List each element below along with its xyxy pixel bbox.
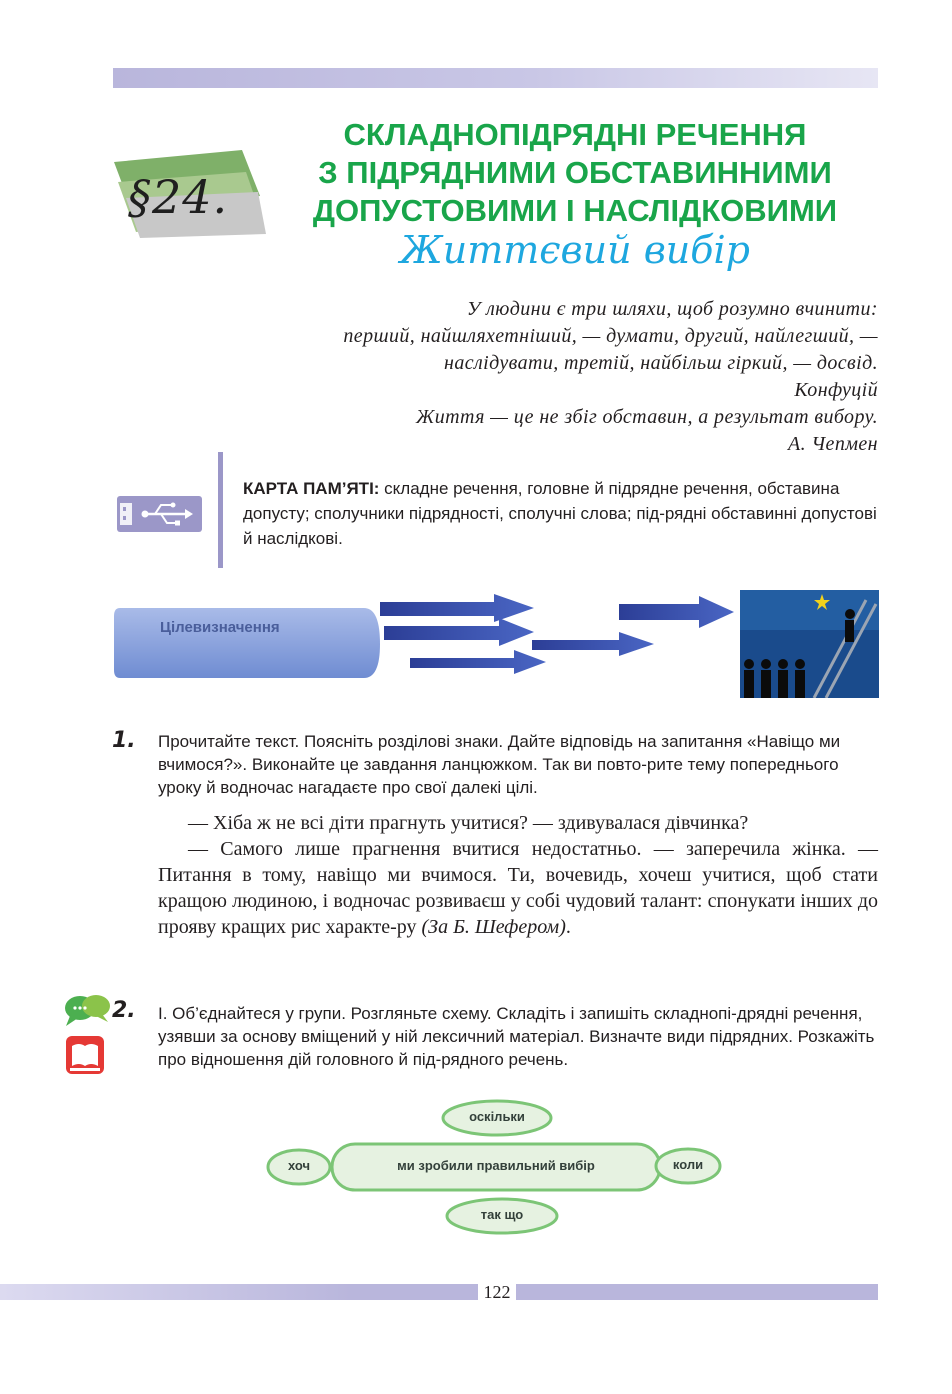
epigraph-line: перший, найшляхетніший, — думати, другий, найлегший, — xyxy=(343,325,878,347)
memory-card-rule xyxy=(218,452,223,568)
memory-card-label: КАРТА ПАМ’ЯТІ: xyxy=(243,479,380,498)
story-paragraph-1: — Хіба ж не всі діти прагнуть учитися? — здивувалася дівчинка? xyxy=(188,812,749,834)
epigraph xyxy=(178,296,878,458)
usb-icon xyxy=(117,496,202,532)
epigraph-line: Життя — це не збіг обставин, а результат вибору. xyxy=(416,406,878,428)
scheme-left-label: хоч xyxy=(287,1158,311,1173)
epigraph-author: Конфуцій xyxy=(794,379,878,401)
task-2-number: 2. xyxy=(112,998,136,1023)
task-2-text: І. Об’єднайтеся у групи. Розгляньте схему. Складіть і запишіть складнопі-дрядні речення, узявши за основу вміщений у ній лексичний матеріал. Визначте види підрядних. Розкажіть про відношення дій головного й під-рядного речень. xyxy=(158,1004,875,1069)
epigraph-line: У людини є три шляхи, щоб розумно вчинити: xyxy=(466,298,878,320)
story-paragraph-2-text: — Самого лише прагнення вчитися недостатньо. — заперечила жінка. — Питання в тому, навіщо ми вчимося. Ти, вочевидь, хочеш учитися, щоб стати кращою людиною, і водночас розвиваєш у собі чудовий талант: спонукати інших до прояву кращих рис характе-ру xyxy=(158,838,878,938)
title-line-1: СКЛАДНОПІДРЯДНІ РЕЧЕННЯ xyxy=(343,117,807,152)
page-title xyxy=(290,116,860,230)
scheme-bottom-label: так що xyxy=(480,1207,524,1222)
memory-card-text: складне речення, головне й підрядне речення, обставина допусту; сполучники підрядності, сполучні слова; під-рядні обставинні допустові й наслідкові. xyxy=(243,479,877,548)
epigraph-line: наслідувати, третій, найбільш гіркий, — досвід. xyxy=(444,352,878,374)
title-line-3: ДОПУСТОВИМИ І НАСЛІДКОВИМИ xyxy=(312,193,838,228)
scheme-center-label: ми зробили правильний вибір xyxy=(397,1158,595,1173)
task-1-number: 1. xyxy=(112,728,136,753)
goal-label: Цілевизначення xyxy=(160,619,280,636)
goal-illustration xyxy=(114,590,879,698)
story-end: . xyxy=(565,916,571,938)
epigraph-author: А. Чепмен xyxy=(787,433,878,455)
book-icon xyxy=(66,1036,104,1074)
group-discussion-icon xyxy=(65,995,110,1026)
task-2-icons xyxy=(62,992,112,1082)
word-scheme xyxy=(262,1096,732,1236)
footer-bar xyxy=(0,1284,878,1300)
task-1-story xyxy=(158,810,878,940)
page-number: 122 xyxy=(483,1282,511,1302)
task-1-text: Прочитайте текст. Поясніть розділові знаки. Дайте відповідь на запитання «Навіщо ми вчимося?». Виконайте це завдання ланцюжком. Так ви повто-рите тему попереднього уроку й водночас нагадаєте про свої далекі цілі. xyxy=(158,732,841,797)
story-source: (За Б. Шефером) xyxy=(421,916,566,938)
scheme-right-label: коли xyxy=(672,1157,704,1172)
page-subtitle: Життєвий вибір xyxy=(400,228,750,272)
memory-card xyxy=(243,476,879,551)
story-paragraph-2 xyxy=(158,836,878,940)
title-line-2: З ПІДРЯДНИМИ ОБСТАВИННИМИ xyxy=(318,155,832,190)
header-bar xyxy=(113,68,878,88)
paragraph-number: §24. xyxy=(128,170,229,224)
scheme-top-label: оскільки xyxy=(469,1109,525,1124)
